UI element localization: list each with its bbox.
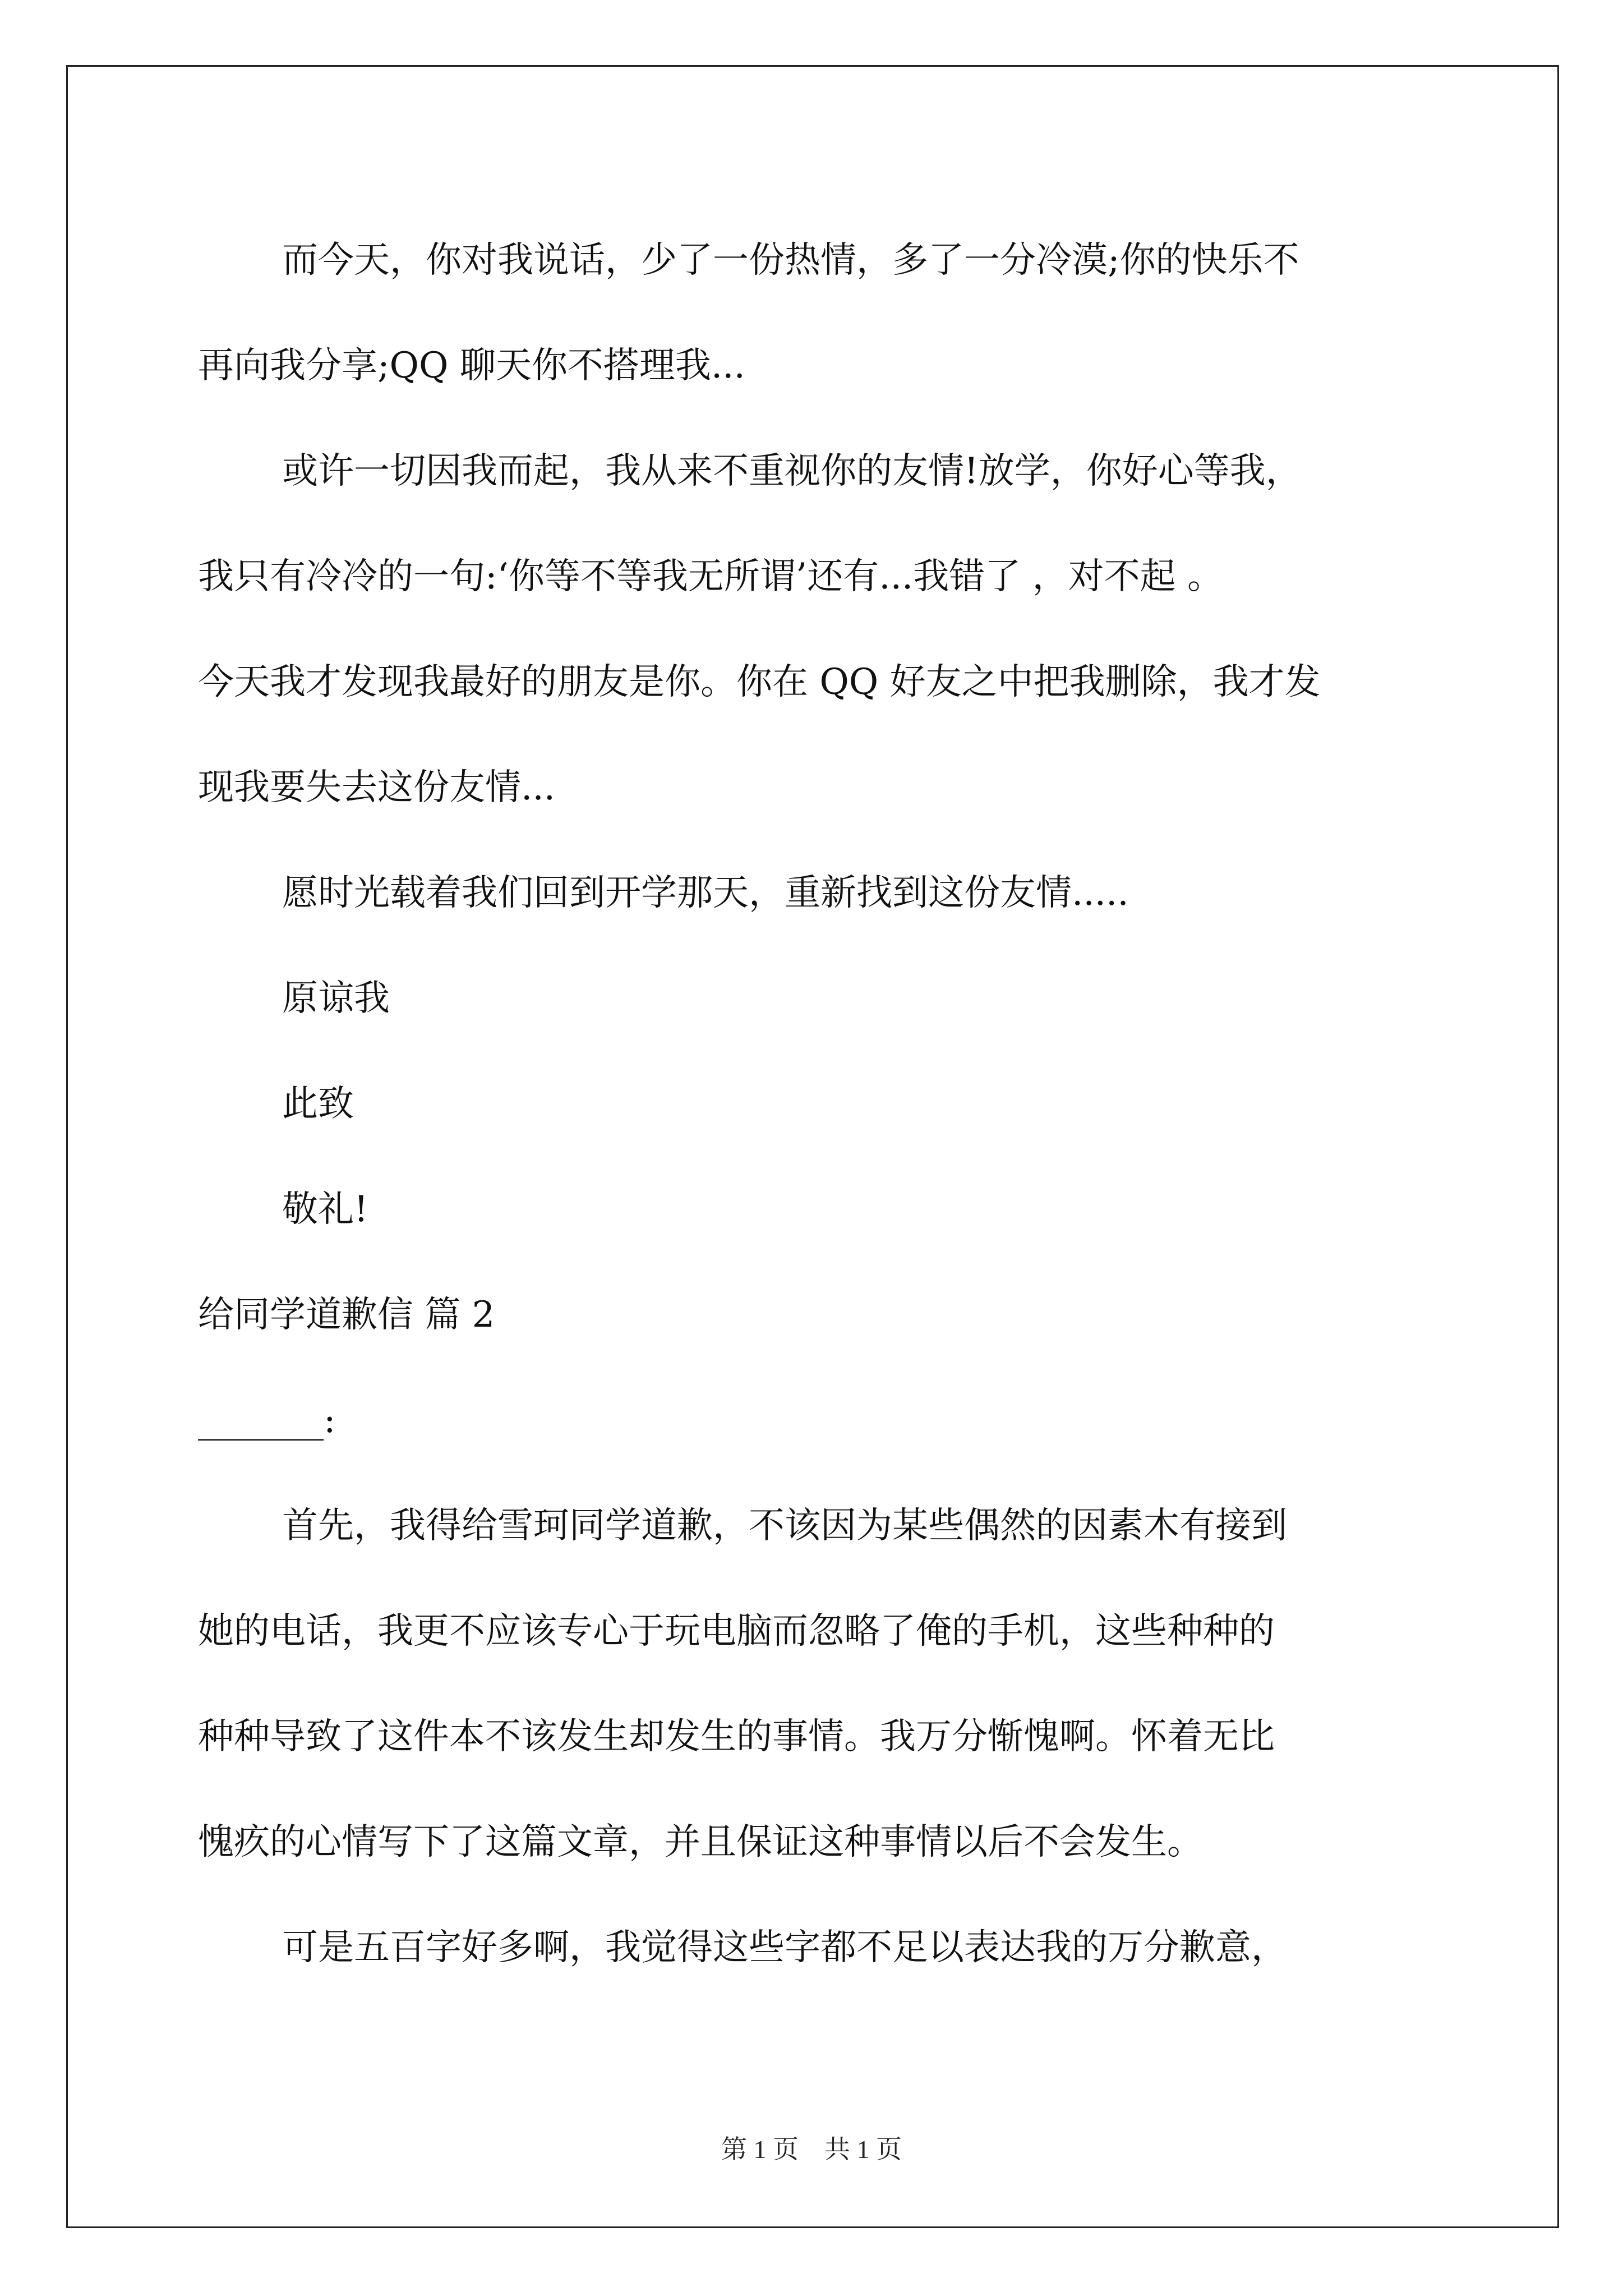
closing-line: 原谅我 xyxy=(282,978,390,1019)
paragraph-line: 现我要失去这份友情... xyxy=(198,767,556,808)
paragraph-line: 愧疚的心情写下了这篇文章，并且保证这种事情以后不会发生。 xyxy=(198,1821,1203,1863)
document-body xyxy=(198,208,1432,2000)
paragraph-line: 她的电话，我更不应该专心于玩电脑而忽略了俺的手机，这些种种的 xyxy=(198,1611,1275,1652)
paragraph-line: 今天我才发现我最好的朋友是你。你在 QQ 好友之中把我删除，我才发 xyxy=(198,661,1321,703)
paragraph-line: 而今天，你对我说话，少了一份热情，多了一分冷漠;你的快乐不 xyxy=(282,240,1299,281)
paragraph-line: 愿时光载着我们回到开学那天，重新找到这份友情..... xyxy=(282,872,1129,914)
paragraph-line: 再向我分享;QQ 聊天你不搭理我... xyxy=(198,345,745,386)
paragraph-line: 首先，我得给雪珂同学道歉，不该因为某些偶然的因素木有接到 xyxy=(282,1505,1287,1547)
section-title: 给同学道歉信 篇 2 xyxy=(198,1294,495,1336)
paragraph-line: 可是五百字好多啊，我觉得这些字都不足以表达我的万分歉意， xyxy=(282,1927,1287,1968)
closing-line: 敬礼! xyxy=(282,1189,368,1230)
salutation-line: _______: xyxy=(198,1400,336,1441)
paragraph-line: 或许一切因我而起，我从来不重视你的友情!放学，你好心等我， xyxy=(282,450,1302,492)
closing-line: 此致 xyxy=(282,1083,354,1125)
paragraph-line: 种种导致了这件本不该发生却发生的事情。我万分惭愧啊。怀着无比 xyxy=(198,1716,1275,1757)
paragraph-line: 我只有冷冷的一句:‘你等不等我无所谓’还有...我错了 ，对不起 。 xyxy=(198,556,1223,597)
page-footer: 第 1 页 共 1 页 xyxy=(721,2135,902,2164)
